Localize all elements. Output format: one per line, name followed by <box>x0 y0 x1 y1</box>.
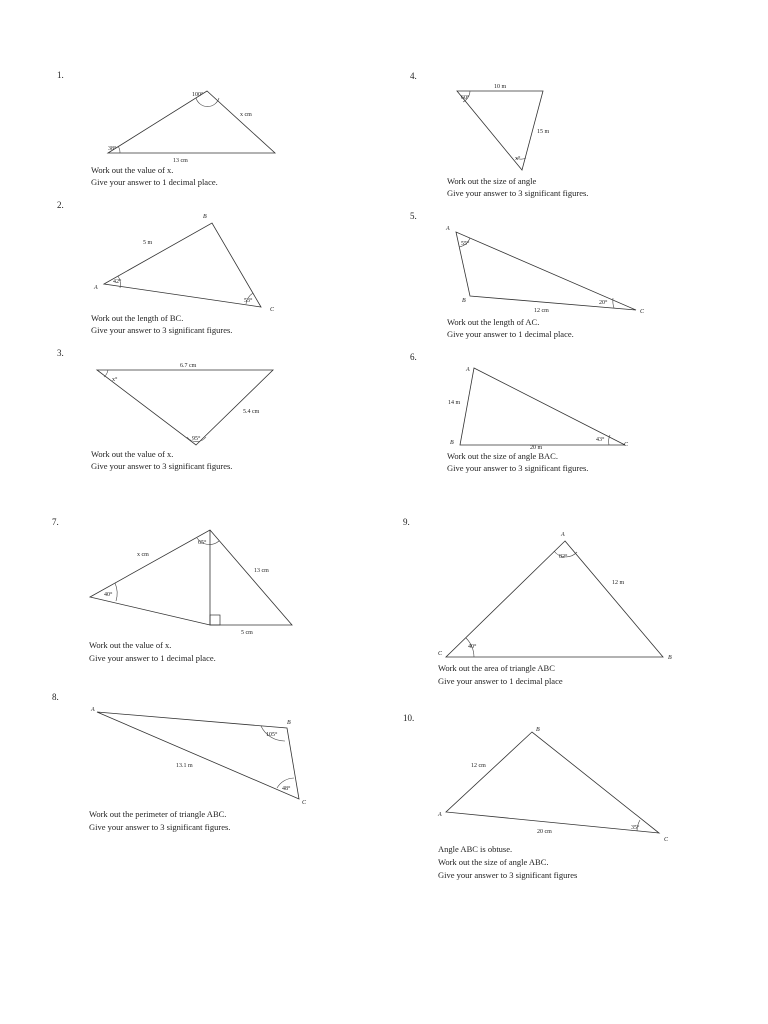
vertex-label: C <box>624 442 629 448</box>
question-text: Work out the length of AC. <box>447 317 540 327</box>
question-number: 3. <box>57 348 64 358</box>
angle-arc <box>115 583 117 601</box>
triangle-8 <box>97 712 299 799</box>
side-label: 12 cm <box>471 763 486 769</box>
triangle-3 <box>97 370 273 445</box>
right-angle-mark <box>210 615 220 625</box>
question-7 <box>52 517 292 663</box>
triangle-1 <box>108 91 275 153</box>
angle-label: 20° <box>599 300 608 306</box>
question-number: 1. <box>57 70 64 80</box>
vertex-label: C <box>302 800 307 806</box>
question-1 <box>57 70 275 187</box>
question-5 <box>410 211 645 339</box>
question-text: Work out the value of x. <box>91 165 174 175</box>
side-label: 15 m <box>537 129 550 135</box>
side-label: 13.1 m <box>176 763 193 769</box>
angle-label: 35° <box>631 825 640 831</box>
side-label: 20 cm <box>537 829 552 835</box>
question-text: Give your answer to 3 significant figures. <box>91 325 233 335</box>
question-text: Give your answer to 3 significant figures <box>438 870 578 880</box>
angle-label: 48° <box>282 786 291 792</box>
side-label: 12 cm <box>534 308 549 314</box>
triangle-7 <box>90 530 292 625</box>
question-text: Give your answer to 1 decimal place <box>438 676 563 686</box>
vertex-label: C <box>270 307 275 313</box>
question-text: Work out the size of angle BAC. <box>447 451 558 461</box>
angle-label: 38° <box>108 146 117 152</box>
question-text: Work out the size of angle <box>447 176 537 186</box>
question-text: Angle ABC is obtuse. <box>438 844 513 854</box>
question-text: Work out the length of BC. <box>91 313 184 323</box>
question-text: Give your answer to 1 decimal place. <box>89 653 216 663</box>
vertex-label: B <box>668 655 672 661</box>
vertex-label: A <box>438 812 442 818</box>
angle-label: 40° <box>468 644 477 650</box>
triangle-4 <box>457 91 543 170</box>
vertex-label: B <box>450 440 454 446</box>
question-text: Give your answer to 1 decimal place. <box>91 177 218 187</box>
question-2 <box>57 200 275 335</box>
angle-label: 42° <box>113 279 122 285</box>
question-text: Work out the value of x. <box>89 640 172 650</box>
question-text: Give your answer to 3 significant figures. <box>91 461 233 471</box>
question-9 <box>403 517 672 686</box>
vertex-label: A <box>94 285 98 291</box>
angle-label: 100° <box>192 92 204 98</box>
side-label: 5 m <box>143 240 153 246</box>
vertex-label: A <box>446 226 450 232</box>
vertex-label: B <box>287 720 291 726</box>
angle-label: 43° <box>596 437 605 443</box>
vertex-label: A <box>561 532 565 538</box>
triangle-5 <box>456 232 636 310</box>
angle-label: 65° <box>198 540 207 546</box>
question-text: Give your answer to 3 significant figures. <box>89 822 231 832</box>
side-label: 6.7 cm <box>180 363 197 369</box>
angle-arc <box>118 146 120 153</box>
side-label: 13 cm <box>173 158 188 164</box>
question-number: 10. <box>403 713 415 723</box>
question-number: 6. <box>410 352 417 362</box>
vertex-label: B <box>203 214 207 220</box>
triangle-2 <box>104 223 261 307</box>
question-3 <box>57 348 273 471</box>
question-text: Give your answer to 1 decimal place. <box>447 329 574 339</box>
vertex-label: B <box>536 727 540 733</box>
question-number: 4. <box>410 71 417 81</box>
side-label: 10 m <box>494 84 507 90</box>
vertex-label: C <box>664 837 669 843</box>
question-6 <box>410 352 629 473</box>
angle-label: 40° <box>104 592 113 598</box>
question-text: Give your answer to 3 significant figures. <box>447 188 589 198</box>
question-number: 7. <box>52 517 59 527</box>
vertex-label: A <box>466 367 470 373</box>
question-number: 9. <box>403 517 410 527</box>
question-8 <box>52 692 307 832</box>
side-label: 20 m <box>530 445 543 451</box>
question-text: Work out the perimeter of triangle ABC. <box>89 809 227 819</box>
side-label: 14 m <box>448 400 461 406</box>
angle-arc <box>613 298 614 308</box>
side-label: 5.4 cm <box>243 409 260 415</box>
question-text: Work out the size of angle ABC. <box>438 857 549 867</box>
angle-label: 55° <box>461 241 470 247</box>
angle-label: x° <box>515 156 521 162</box>
question-number: 2. <box>57 200 64 210</box>
vertex-label: C <box>438 651 443 657</box>
angle-label: 95° <box>192 436 201 442</box>
triangle-9 <box>446 541 663 657</box>
vertex-label: C <box>640 309 645 315</box>
angle-label: 105° <box>266 732 278 738</box>
side-label: 13 cm <box>254 568 269 574</box>
side-label: 5 cm <box>241 630 253 636</box>
angle-label: 53° <box>244 298 253 304</box>
question-text: Work out the value of x. <box>91 449 174 459</box>
question-10 <box>403 713 669 880</box>
question-number: 8. <box>52 692 59 702</box>
triangle-10 <box>446 732 659 833</box>
question-text: Work out the area of triangle ABC <box>438 663 555 673</box>
angle-label: 82° <box>559 554 568 560</box>
question-number: 5. <box>410 211 417 221</box>
side-label: x cm <box>137 552 149 558</box>
question-4 <box>410 71 588 198</box>
side-label: 12 m <box>612 580 625 586</box>
side-label: x cm <box>240 112 252 118</box>
angle-label: 60° <box>461 95 470 101</box>
vertex-label: A <box>91 707 95 713</box>
vertex-label: B <box>462 298 466 304</box>
triangle-6 <box>460 368 625 445</box>
angle-label: x° <box>112 377 118 383</box>
question-text: Give your answer to 3 significant figures. <box>447 463 589 473</box>
